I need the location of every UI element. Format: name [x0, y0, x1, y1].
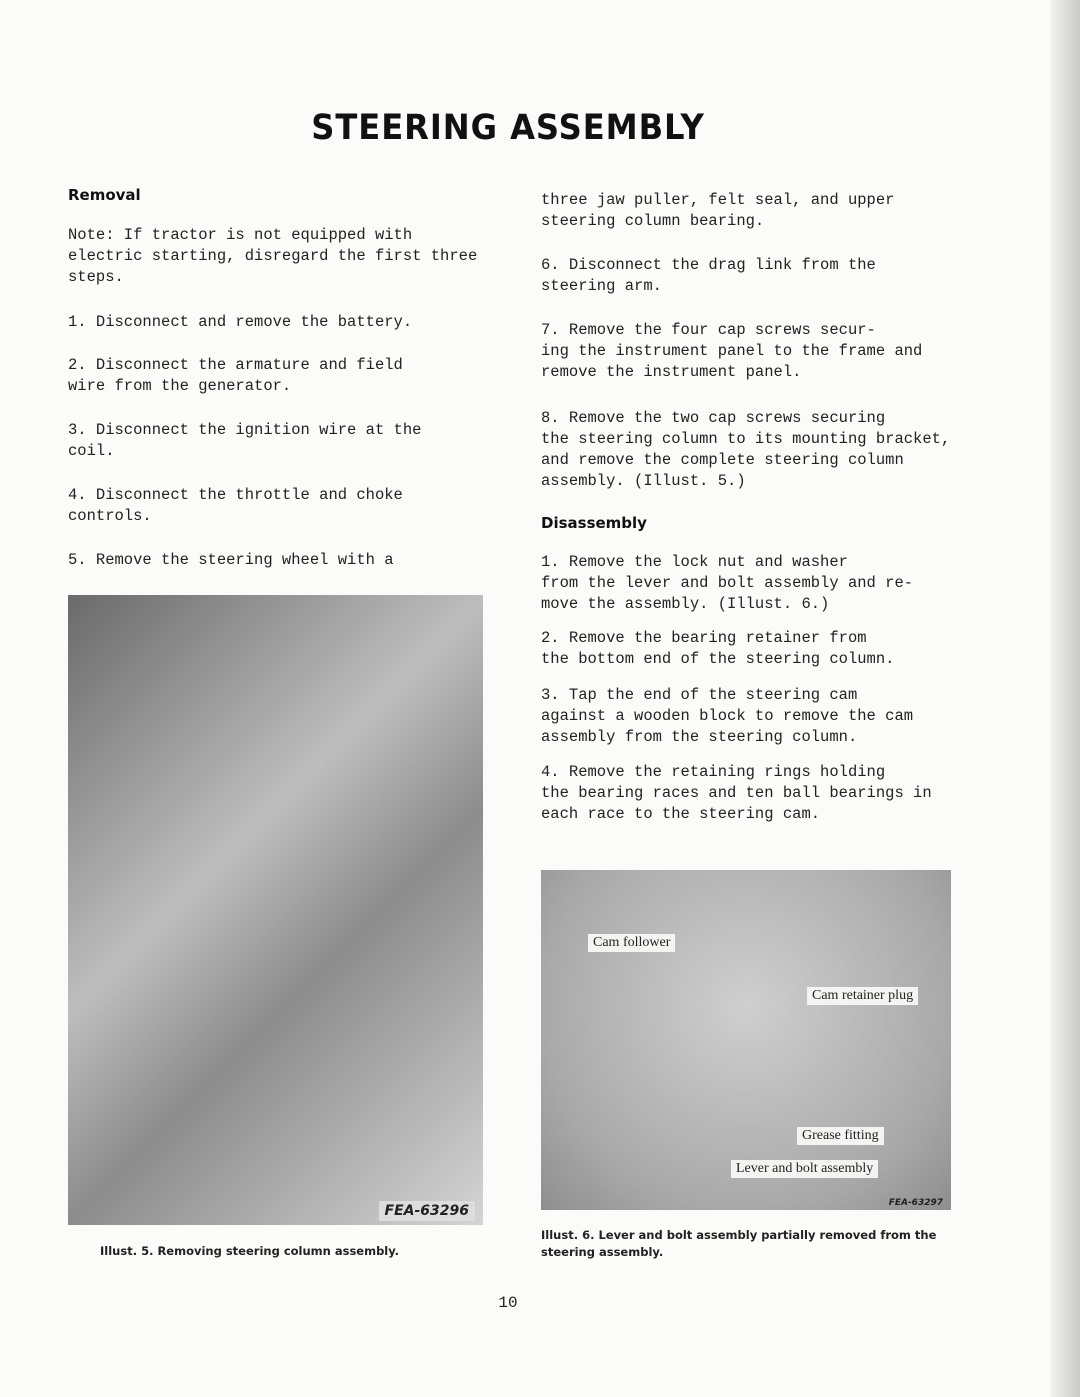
disassembly-step: 1. Remove the lock nut and washer from the lever and bolt assembly and re- move the assembly. (Illust. 6.) [541, 553, 914, 613]
illust5-caption: Illust. 5. Removing steering column assembly. [100, 1244, 400, 1258]
removal-heading: Removal [68, 186, 141, 204]
label-cam-follower: Cam follower [588, 934, 675, 952]
illust6-code: FEA-63297 [888, 1198, 943, 1208]
removal-note: Note: If tractor is not equipped with electric starting, disregard the first three steps. [68, 226, 478, 286]
removal-step: 2. Disconnect the armature and field wire from the generator. [68, 356, 403, 395]
disassembly-step: 2. Remove the bearing retainer from the bottom end of the steering column. [541, 629, 895, 668]
removal-step: three jaw puller, felt seal, and upper steering column bearing. [541, 191, 895, 230]
illust6-photo [541, 870, 951, 1210]
removal-step: 1. Disconnect and remove the battery. [68, 313, 413, 331]
label-cam-retainer-plug: Cam retainer plug [807, 987, 918, 1005]
removal-step: 5. Remove the steering wheel with a [68, 551, 394, 569]
illust5-photo [68, 595, 483, 1225]
label-lever-bolt-assembly: Lever and bolt assembly [731, 1160, 878, 1178]
removal-step: 7. Remove the four cap screws secur- ing the instrument panel to the frame and remove the instrument panel. [541, 321, 923, 381]
page-number: 10 [498, 1294, 518, 1312]
removal-step: 3. Disconnect the ignition wire at the coil. [68, 421, 422, 460]
page-title: STEERING ASSEMBLY [311, 108, 705, 148]
disassembly-heading: Disassembly [541, 514, 647, 532]
illust5-code: FEA-63296 [379, 1201, 475, 1221]
removal-step: 8. Remove the two cap screws securing the steering column to its mounting bracket, and remove the complete steering column assembly. (Illust. 5.) [541, 409, 951, 490]
removal-step: 4. Disconnect the throttle and choke controls. [68, 486, 403, 525]
label-grease-fitting: Grease fitting [797, 1127, 884, 1145]
page-edge-shadow [1050, 0, 1080, 1397]
disassembly-step: 4. Remove the retaining rings holding the bearing races and ten ball bearings in each race to the steering cam. [541, 763, 932, 823]
removal-step: 6. Disconnect the drag link from the steering arm. [541, 256, 876, 295]
disassembly-step: 3. Tap the end of the steering cam against a wooden block to remove the cam assembly from the steering column. [541, 686, 914, 746]
illust6-caption: Illust. 6. Lever and bolt assembly partially removed from the steering assembly. [541, 1228, 937, 1259]
